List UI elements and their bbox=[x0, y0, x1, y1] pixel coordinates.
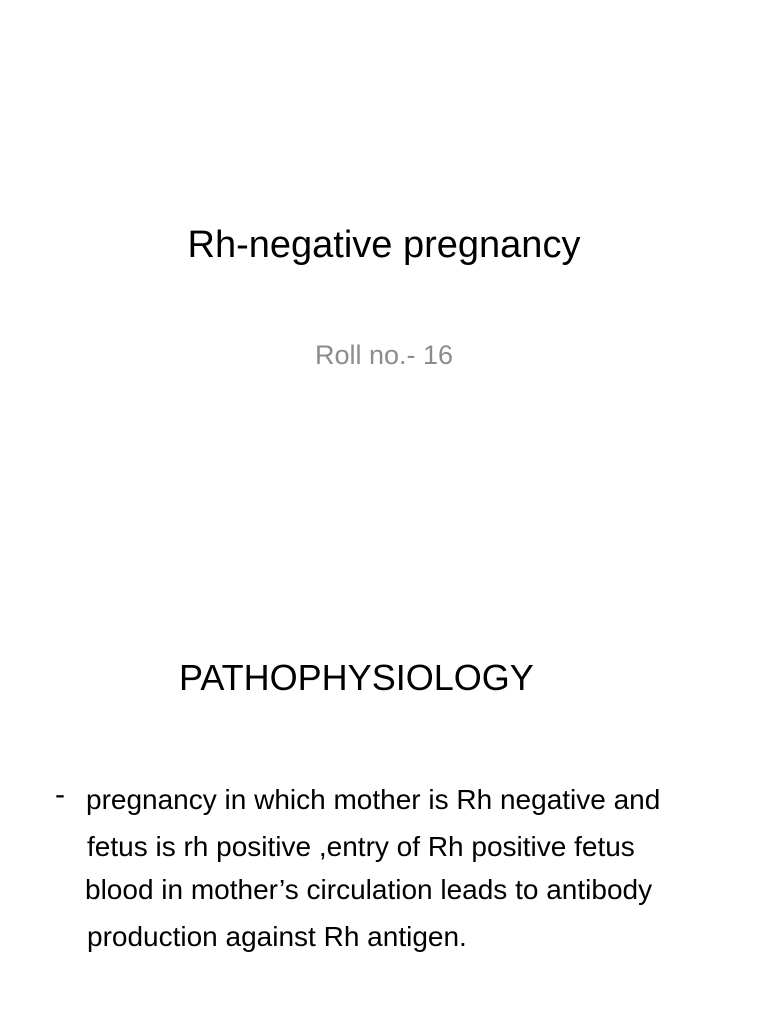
bullet-marker: - bbox=[55, 778, 65, 811]
slide-title: Rh-negative pregnancy bbox=[187, 224, 581, 266]
bullet-text-line: production against Rh antigen. bbox=[87, 921, 467, 952]
bullet-text-line: blood in mother’s circulation leads to antibody bbox=[85, 874, 653, 905]
content-slide bbox=[0, 512, 768, 1024]
slide-subtitle: Roll no.- 16 bbox=[314, 340, 454, 370]
bullet-text-line: fetus is rh positive ,entry of Rh positive fetus bbox=[87, 831, 635, 862]
section-heading: PATHOPHYSIOLOGY bbox=[179, 657, 534, 698]
bullet-text-line: pregnancy in which mother is Rh negative and bbox=[86, 784, 661, 815]
